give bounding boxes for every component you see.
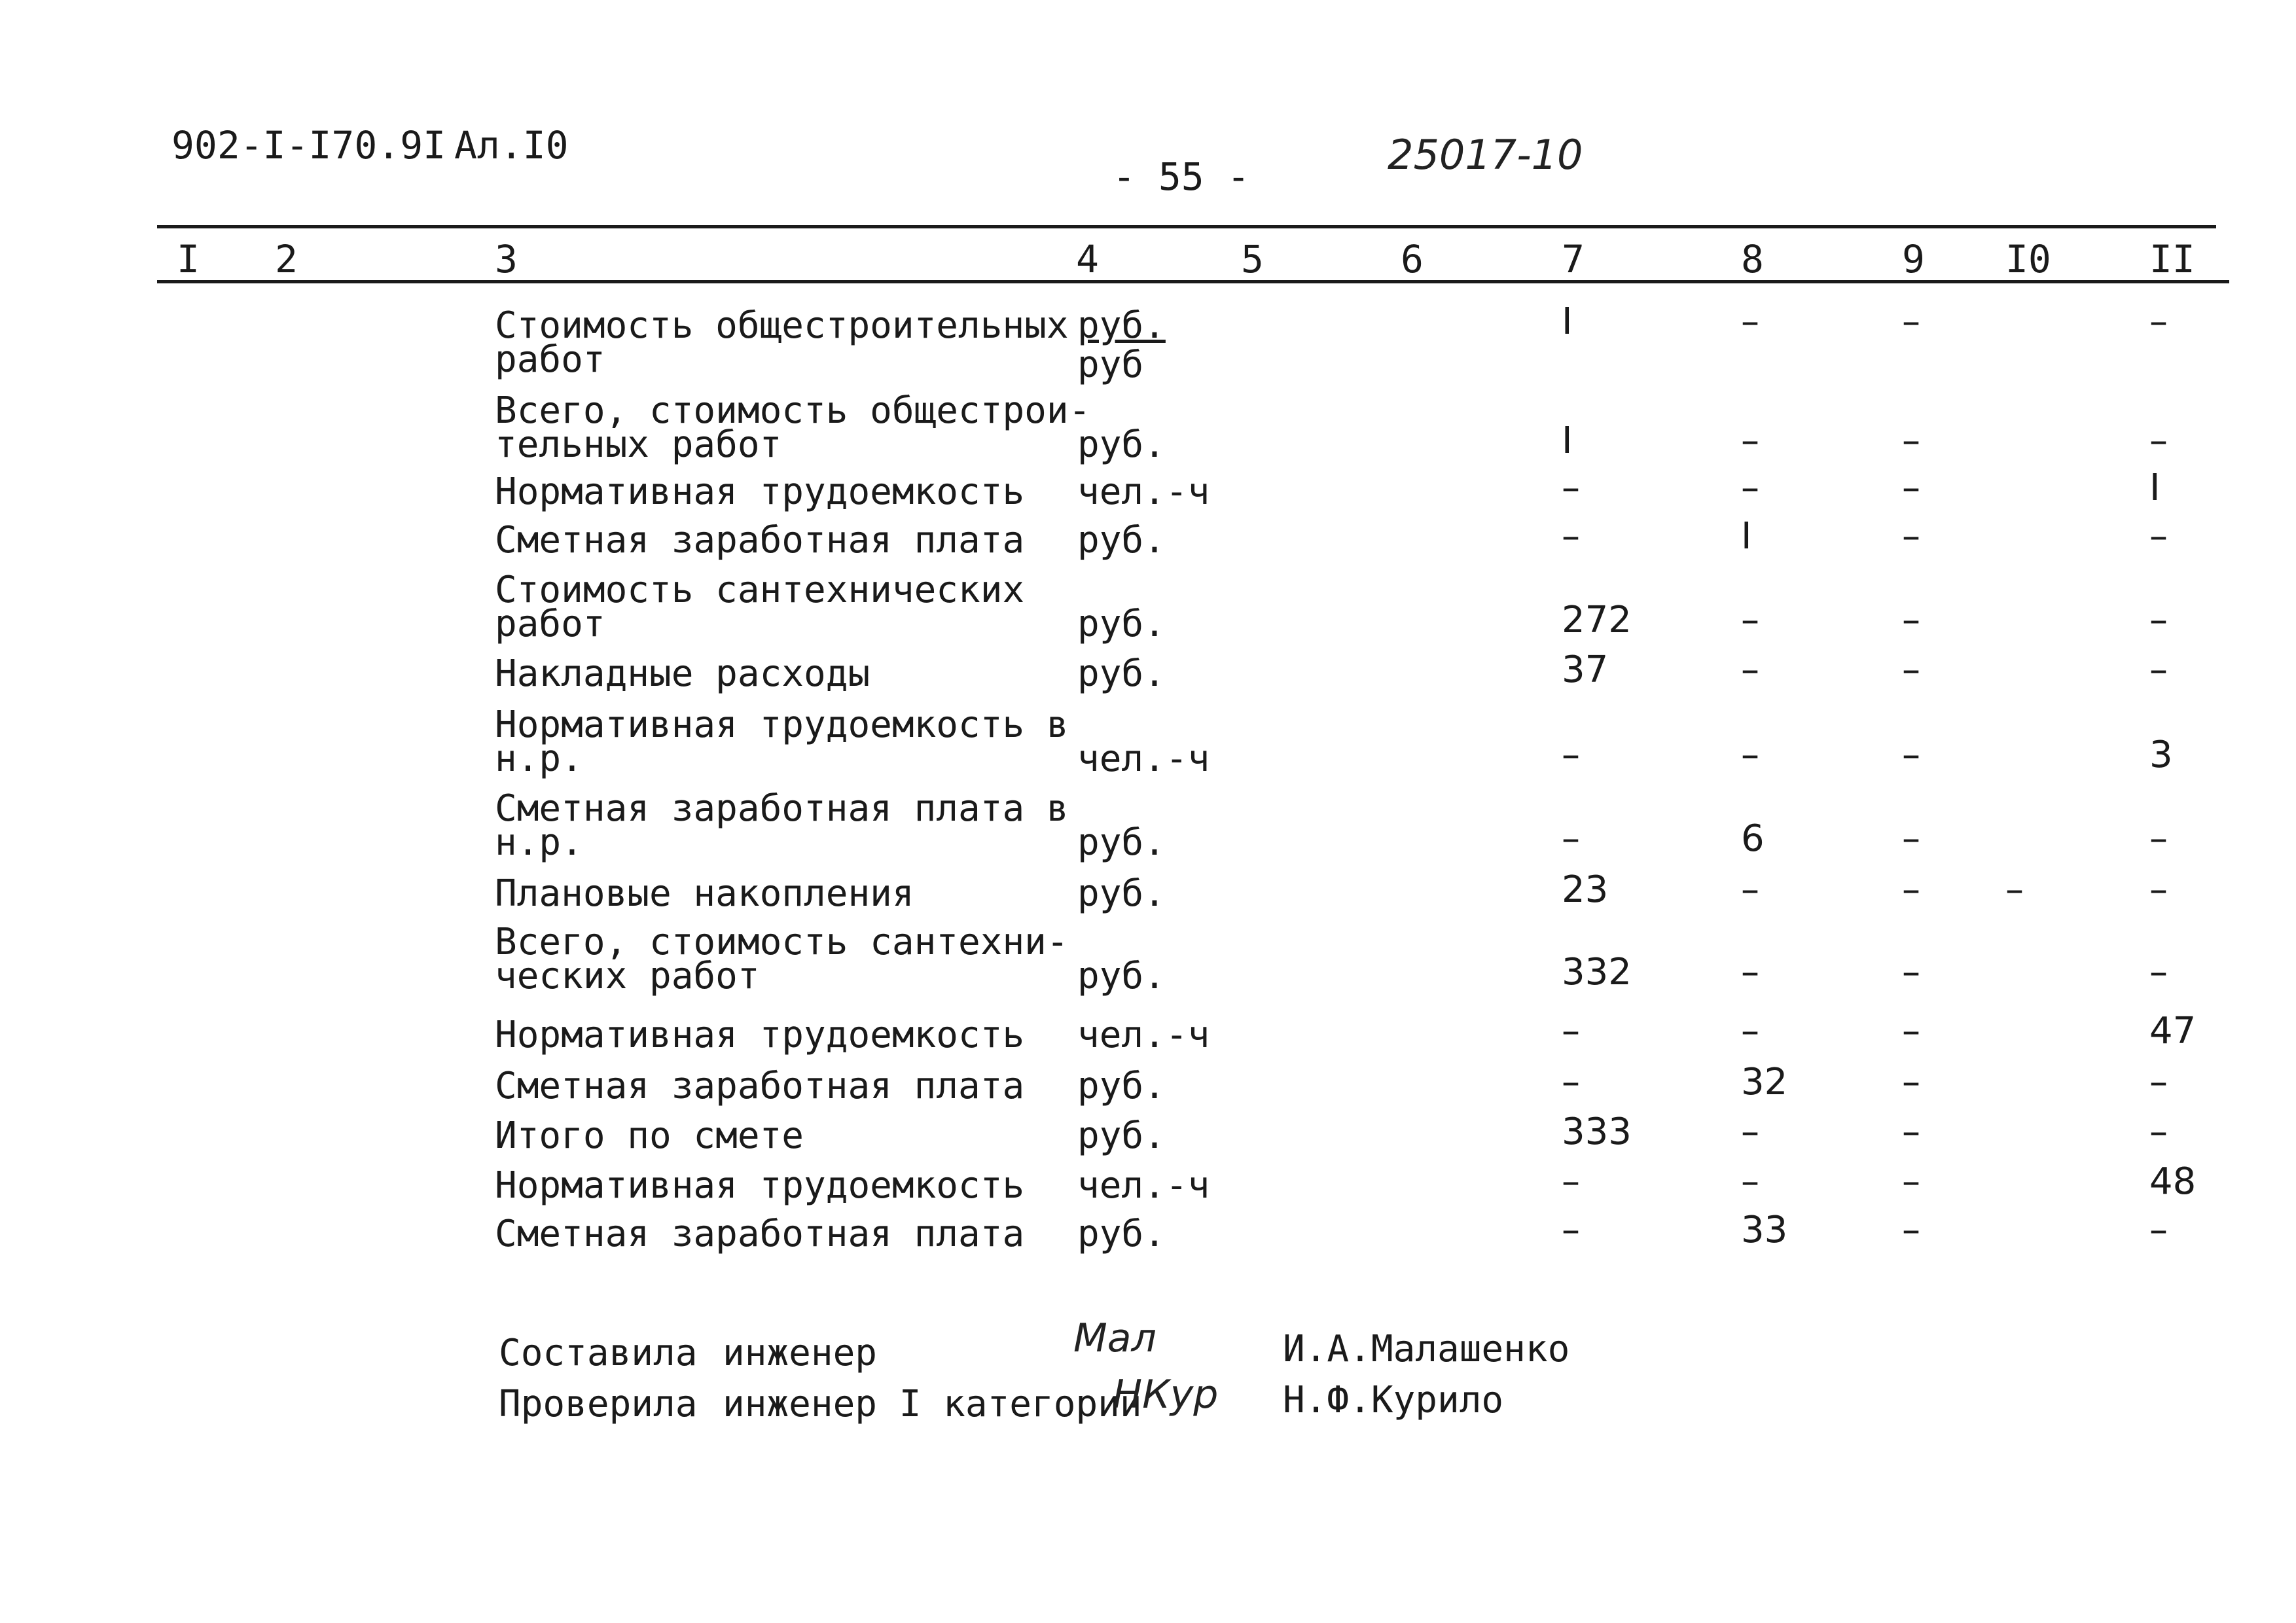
column-header: 4 bbox=[1076, 237, 1099, 281]
column-header: 5 bbox=[1241, 237, 1264, 281]
cell-col-8: 6 bbox=[1741, 817, 1765, 860]
row-label: Накладные расходы bbox=[495, 652, 870, 695]
cell-col-9: – bbox=[1902, 467, 1920, 509]
signature-position: инженер bbox=[723, 1332, 878, 1374]
cell-col-11: – bbox=[2149, 951, 2168, 993]
cell-col-7: – bbox=[1562, 1010, 1580, 1052]
cell-col-7: 23 bbox=[1562, 868, 1609, 911]
row-label: Сметная заработная плата bbox=[495, 1065, 1025, 1107]
cell-col-8: 33 bbox=[1741, 1209, 1788, 1251]
cell-col-8: 32 bbox=[1741, 1061, 1788, 1103]
cell-col-11: – bbox=[2149, 515, 2168, 558]
cell-col-9: – bbox=[1902, 515, 1920, 558]
signature-name: Н.Ф.Курило bbox=[1283, 1379, 1504, 1421]
handwritten-number: 25017-10 bbox=[1388, 131, 1583, 179]
cell-col-9: – bbox=[1902, 734, 1920, 776]
cell-col-11: – bbox=[2149, 868, 2168, 911]
cell-col-7: – bbox=[1562, 515, 1580, 558]
cell-col-11: – bbox=[2149, 300, 2168, 343]
row-unit: чел.-ч bbox=[1077, 471, 1210, 513]
row-label: Сметная заработная плата в bbox=[495, 787, 1069, 830]
row-unit: руб. bbox=[1077, 1065, 1166, 1107]
column-header: II bbox=[2149, 237, 2195, 281]
cell-col-9: – bbox=[1902, 951, 1920, 993]
column-header: I0 bbox=[2005, 237, 2051, 281]
cell-col-7: 332 bbox=[1562, 951, 1632, 993]
signature-role: Составила bbox=[499, 1332, 698, 1374]
cell-col-9: – bbox=[1902, 868, 1920, 911]
row-label: ческих работ bbox=[495, 955, 760, 997]
cell-col-11: – bbox=[2149, 649, 2168, 691]
row-label: Сметная заработная плата bbox=[495, 1213, 1025, 1255]
row-label: тельных работ bbox=[495, 423, 782, 466]
cell-col-7: 37 bbox=[1562, 649, 1609, 691]
signature-role: Проверила bbox=[499, 1383, 698, 1425]
column-header: 3 bbox=[495, 237, 518, 281]
cell-col-8: – bbox=[1741, 467, 1759, 509]
cell-col-8: – bbox=[1741, 734, 1759, 776]
row-unit: руб. bbox=[1077, 652, 1166, 695]
cell-col-8: – bbox=[1741, 300, 1759, 343]
cell-col-8: – bbox=[1741, 419, 1759, 462]
cell-col-11: – bbox=[2149, 419, 2168, 462]
row-label: работ bbox=[495, 603, 605, 645]
cell-col-7: I bbox=[1562, 300, 1573, 343]
cell-col-9: – bbox=[1902, 1061, 1920, 1103]
cell-col-8: – bbox=[1741, 951, 1759, 993]
cell-col-8: – bbox=[1741, 1111, 1759, 1153]
cell-col-8: – bbox=[1741, 649, 1759, 691]
cell-col-8: I bbox=[1741, 515, 1752, 558]
cell-col-9: – bbox=[1902, 1111, 1920, 1153]
row-unit: руб. bbox=[1077, 872, 1166, 915]
cell-col-8: – bbox=[1741, 599, 1759, 641]
row-unit: руб. bbox=[1077, 821, 1166, 864]
handwritten-signature: Мал bbox=[1073, 1315, 1157, 1361]
row-unit: руб. bbox=[1077, 603, 1166, 645]
cell-col-9: – bbox=[1902, 1209, 1920, 1251]
cell-col-7: 333 bbox=[1562, 1111, 1632, 1153]
row-unit: чел.-ч bbox=[1077, 1164, 1210, 1207]
row-unit: руб. bbox=[1077, 1213, 1166, 1255]
cell-col-11: – bbox=[2149, 1111, 2168, 1153]
cell-col-9: – bbox=[1902, 300, 1920, 343]
sheet-number: Ал.I0 bbox=[454, 123, 569, 168]
row-label: Всего, стоимость общестрои- bbox=[495, 389, 1091, 432]
signature-position: инженер I категории bbox=[723, 1383, 1142, 1425]
row-unit: руб. bbox=[1077, 423, 1166, 466]
cell-col-11: I bbox=[2149, 467, 2161, 509]
row-label: Итого по смете bbox=[495, 1115, 804, 1157]
column-header: 2 bbox=[275, 237, 298, 281]
cell-col-10: – bbox=[2005, 868, 2024, 911]
row-label: н.р. bbox=[495, 821, 583, 864]
table-top-rule bbox=[157, 225, 2216, 228]
row-label: Нормативная трудоемкость bbox=[495, 1014, 1025, 1056]
row-label: Нормативная трудоемкость bbox=[495, 1164, 1025, 1207]
cell-col-11: – bbox=[2149, 1061, 2168, 1103]
cell-col-9: – bbox=[1902, 1010, 1920, 1052]
row-label: Сметная заработная плата bbox=[495, 519, 1025, 562]
cell-col-11: – bbox=[2149, 1209, 2168, 1251]
handwritten-signature: НКур bbox=[1113, 1372, 1219, 1418]
cell-col-7: – bbox=[1562, 1209, 1580, 1251]
signature-name: И.А.Малашенко bbox=[1283, 1328, 1570, 1370]
cell-col-7: I bbox=[1562, 419, 1573, 462]
row-unit: руб. bbox=[1077, 1115, 1166, 1157]
cell-col-8: – bbox=[1741, 868, 1759, 911]
cell-col-7: – bbox=[1562, 1160, 1580, 1203]
cell-col-11: 48 bbox=[2149, 1160, 2197, 1203]
row-label: Стоимость общестроительных bbox=[495, 304, 1069, 347]
cell-col-9: – bbox=[1902, 1160, 1920, 1203]
column-header: 9 bbox=[1902, 237, 1925, 281]
column-header: 8 bbox=[1741, 237, 1764, 281]
row-unit: руб bbox=[1077, 344, 1144, 386]
cell-col-7: – bbox=[1562, 467, 1580, 509]
row-label: Нормативная трудоемкость в bbox=[495, 704, 1069, 746]
column-header: I bbox=[177, 237, 200, 281]
row-label: Всего, стоимость сантехни- bbox=[495, 921, 1069, 963]
row-unit: чел.-ч bbox=[1077, 738, 1210, 780]
cell-col-9: – bbox=[1902, 649, 1920, 691]
row-label: работ bbox=[495, 338, 605, 381]
cell-col-9: – bbox=[1902, 599, 1920, 641]
cell-col-11: – bbox=[2149, 817, 2168, 860]
page-number: - 55 - bbox=[1113, 154, 1250, 199]
row-unit: чел.-ч bbox=[1077, 1014, 1210, 1056]
cell-col-9: – bbox=[1902, 419, 1920, 462]
cell-col-7: – bbox=[1562, 817, 1580, 860]
cell-col-11: – bbox=[2149, 599, 2168, 641]
cell-col-7: 272 bbox=[1562, 599, 1632, 641]
row-label: Плановые накопления bbox=[495, 872, 914, 915]
cell-col-9: – bbox=[1902, 817, 1920, 860]
cell-col-7: – bbox=[1562, 734, 1580, 776]
cell-col-7: – bbox=[1562, 1061, 1580, 1103]
row-label: Нормативная трудоемкость bbox=[495, 471, 1025, 513]
cell-col-8: – bbox=[1741, 1160, 1759, 1203]
row-unit: руб. bbox=[1077, 955, 1166, 997]
doc-code: 902-I-I70.9I bbox=[171, 123, 446, 168]
column-header: 6 bbox=[1401, 237, 1424, 281]
row-unit: руб. bbox=[1077, 304, 1166, 347]
cell-col-8: – bbox=[1741, 1010, 1759, 1052]
cell-col-11: 47 bbox=[2149, 1010, 2197, 1052]
row-unit: руб. bbox=[1077, 519, 1166, 562]
cell-col-11: 3 bbox=[2149, 734, 2173, 776]
row-label: Стоимость сантехнических bbox=[495, 569, 1025, 611]
column-header: 7 bbox=[1562, 237, 1585, 281]
row-label: н.р. bbox=[495, 738, 583, 780]
